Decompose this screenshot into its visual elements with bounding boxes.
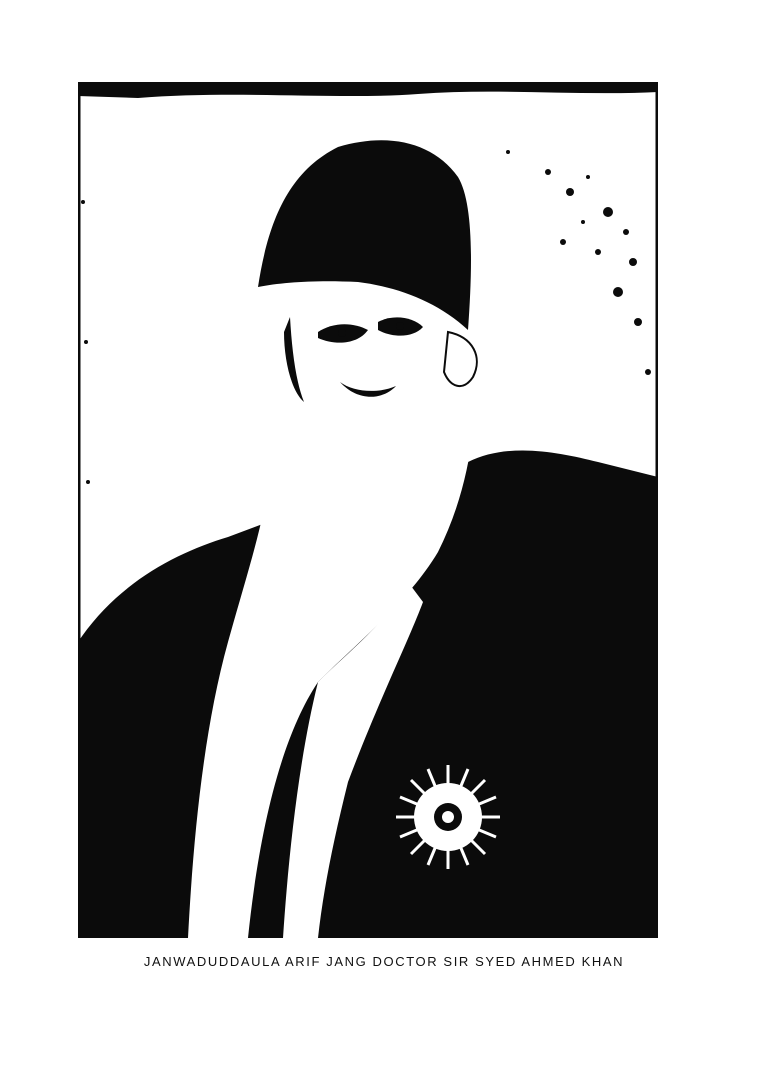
portrait-photograph [78, 82, 658, 938]
portrait-caption: JANWADUDDAULA ARIF JANG DOCTOR SIR SYED AHMED KHAN [143, 954, 625, 969]
portrait-plate [78, 82, 658, 938]
medal-star [396, 765, 500, 869]
